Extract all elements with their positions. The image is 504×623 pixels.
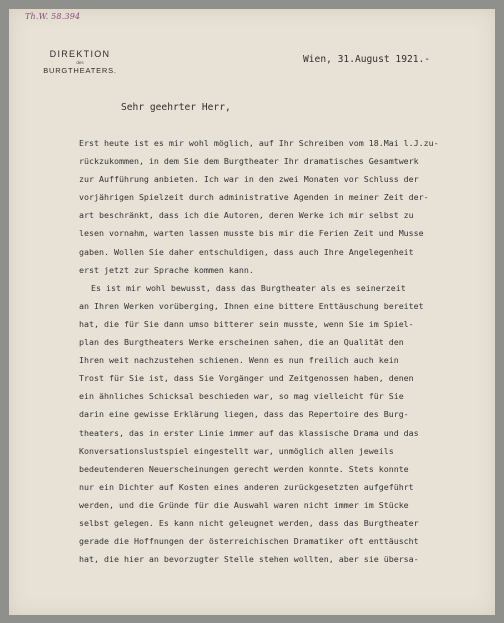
date-line: Wien, 31.August 1921.- [303,54,431,65]
body-line: Erst heute ist es mir wohl möglich, auf Ihr Schreiben vom 18.Mai l.J.zu- [79,138,439,148]
body-line: ein ähnliches Schicksal beschieden war, so mag vielleicht für Sie [79,391,404,402]
body-line: vorjährigen Spielzeit durch administrative Agenden in meiner Zeit der- [79,192,429,203]
body-line: nur ein Dichter auf Kosten eines anderen zurückgesetzten aufgeführt [79,481,414,492]
body-line: Ihren weit nachzustehen schienen. Wenn es nun freilich auch kein [79,355,399,366]
letterhead-article: des [76,60,84,65]
body-line: an Ihren Werken vorüberging, Ihnen eine bittere Enttäuschung bereitet [79,300,424,311]
salutation: Sehr geehrter Herr, [121,102,231,113]
body-line: werden, und die Gründe für die Auswahl waren nicht immer im Stücke [79,499,409,510]
archive-stamp: Th.W. 58.394 [25,12,81,21]
body-line: gaben. Wollen Sie daher entschuldigen, dass auch Ihre Angelegenheit [79,246,414,257]
body-line: hat, die für Sie dann umso bitterer sein musste, wenn Sie im Spiel- [79,318,414,329]
letter-page [9,9,495,615]
body-line: Konversationslustspiel eingestellt war, unmöglich allen jeweils [79,445,394,456]
letter-body [79,134,489,568]
body-line: bedeutenderen Neuerscheinungen gerecht werden konnte. Stets konnte [79,463,409,474]
letterhead [37,49,123,76]
body-line: theaters, das in erster Linie immer auf das klassische Drama und das [79,427,419,438]
body-line: plan des Burgtheaters Werke erscheinen sahen, die an Qualität den [79,337,404,348]
body-line: gerade die Hoffnungen der österreichischen Dramatiker oft enttäuscht [79,536,419,547]
body-line: zur Aufführung anbieten. Ich war in den zwei Monaten vor Schluss der [79,174,419,185]
body-line: Trost für Sie ist, dass Sie Vorgänger und Zeitgenossen haben, denen [79,373,414,384]
letterhead-institution: BURGTHEATERS. [43,66,117,75]
body-line: darin eine gewisse Erklärung liegen, dass das Repertoire des Burg- [79,409,409,420]
body-line: lesen vornahm, warten lassen musste bis mir die Ferien Zeit und Musse [79,228,424,239]
body-line: selbst gelegen. Es kann nicht geleugnet werden, dass das Burgtheater [79,517,419,528]
letterhead-title: DIREKTION [49,49,111,59]
body-line: Es ist mir wohl bewusst, dass das Burgtheater als es seinerzeit [91,282,406,293]
body-line: hat, die hier an bevorzugter Stelle stehen wollten, aber sie übersa- [79,554,419,565]
body-line: rückzukommen, in dem Sie dem Burgtheater Ihr dramatisches Gesamtwerk [79,156,419,167]
body-line: erst jetzt zur Sprache kommen kann. [79,264,254,275]
body-line: art beschränkt, dass ich die Autoren, deren Werke ich mir selbst zu [79,210,414,221]
